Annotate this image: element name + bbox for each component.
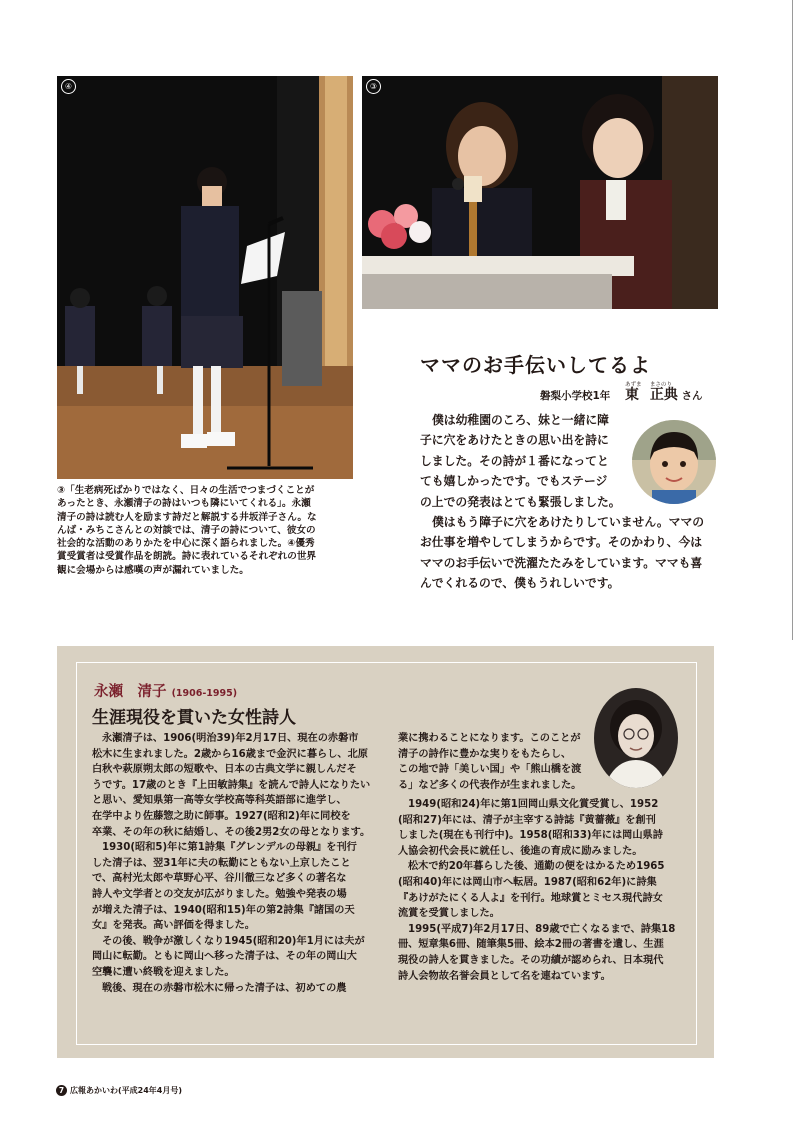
caption-line: あったとき、永瀬清子の詩はいつも隣にいてくれる」。永瀬 [57,498,311,510]
photo-talk-session [362,76,718,309]
bio-line: (昭和40)年には岡山市へ転居。1987(昭和62年)に詩集 [398,876,657,888]
poem-line: の上での発表はとても緊張しました。 [420,494,621,509]
bio-line: で、高村光太郎や草野心平、谷川徹三など多くの著名な [92,873,347,885]
bio-line: 松木で約20年暮らした後、通勤の便をはかるため1965 [408,861,665,873]
bio-line: が増えた清子は、1940(昭和15)年の第2詩集『諸国の天 [92,904,355,916]
bio-column-2-top [398,731,594,793]
bio-line: 冊、短章集6冊、随筆集5冊、絵本2冊の著書を遺し、生涯 [398,939,664,951]
caption-line: ③「生老病死ばかりではなく、日々の生活でつまづくことが [57,485,315,496]
bio-subtitle: 生涯現役を貫いた女性詩人 [92,708,296,728]
poem-title: ママのお手伝いしてるよ [420,353,651,377]
poem-line: しました。その詩が１番になってと [420,453,609,468]
bio-column-2 [398,797,695,984]
bio-line: 現役の詩人を貫きました。その功績が認められ、日本現代 [398,954,664,966]
bio-line: 詩人会物故名誉会員として名を連ねています。 [398,970,611,982]
bio-line: 女』を発表。高い評価を得ました。 [92,920,255,932]
bio-line: (昭和27)年には、清子が主宰する詩誌『黄薔薇』を創刊 [398,814,656,826]
poem-line: 僕は幼稚園のころ、妹と一緒に障 [432,413,609,427]
bio-line: しました(現在も刊行中)。1958(昭和33)年には岡山県詩 [398,830,663,842]
photo-number-4: ④ [61,79,76,94]
bio-line: うです。17歳のとき『上田敏詩集』を読んで詩人になりたい [92,779,371,791]
bio-line: 人協会初代会長に就任し、後進の育成に励みました。 [398,845,643,857]
caption-line: 清子の詩は読む人を励ます詩だと解説する井坂洋子さん。な [57,511,317,523]
poem-line: んでくれるので、僕もうれしいです。 [420,576,620,591]
poem-line: 僕はもう障子に穴をあけたりしていません。ママの [432,515,705,529]
bio-line: 戦後、現在の赤磐市松木に帰った清子は、初めての農 [102,982,347,994]
poem-line: 子に穴をあけたときの思い出を詩に [420,433,609,448]
bio-line: 1930(昭和5)年に第1詩集『グレンデルの母親』を刊行 [102,842,357,854]
bio-line: る」など多くの代表作が生まれました。 [398,779,582,791]
caption-line: 賞受賞者は受賞作品を朗読。詩に表れているそれぞれの世界 [57,551,317,563]
photo-student-reading [57,76,353,479]
bio-line: 業に携わることになります。このことが [398,733,581,744]
bio-line: 卒業、その年の秋に結婚し、その後2男2女の母となります。 [92,826,371,838]
bio-line: この地で詩「美しい国」や「熊山橋を渡 [398,764,582,776]
caption-line: 観に会場からは感嘆の声が漏れていました。 [57,564,249,576]
bio-line: 松木に生まれました。2歳から16歳まで金沢に暮らし、北原 [92,748,368,760]
poem-text-short [420,410,635,512]
boy-portrait-graphic [632,420,716,504]
talk-scene-graphic [362,76,718,309]
photo-number-3: ③ [366,79,381,94]
page-edge-rule [792,0,793,640]
poem-line: お仕事を増やしてしまうからです。そのかわり、今は [420,535,703,550]
bio-line: 流賞を受賞しました。 [398,908,500,920]
bio-line: と思い、愛知県第一高等女学校高等科英語部に進学し、 [92,795,347,807]
author-surname: あずま 東 [624,382,642,403]
bio-line: 詩人や文学者との交友が広がりました。勉強や発表の場 [92,888,347,900]
poet-portrait-graphic [594,688,678,788]
surname-ruby: あずま [624,382,642,388]
author-given-name: まさのり 正典 [649,382,678,403]
poem-line: ても嬉しかったです。でもステージ [420,474,608,489]
bio-column-1 [92,731,388,996]
bio-line: 在学中より佐藤惣之助に師事。1927(昭和2)年に同校を [92,810,351,822]
author-portrait-photo [632,420,716,504]
poem-line: ママのお手伝いで洗濯たたみをしています。ママも喜 [420,555,703,570]
poem-byline [540,384,703,404]
page-footer [56,1085,182,1096]
poet-portrait-photo [594,688,678,788]
photo-caption [57,484,354,577]
bio-line: 白秋や萩原朔太郎の短歌や、日本の古典文学に親しんだそ [92,764,357,776]
stage-scene-graphic [57,76,353,479]
poem-text-full [420,512,718,594]
bio-line: した清子は、翌31年に夫の転勤にともない上京したこと [92,857,351,869]
author-school: 磐梨小学校1年 [540,390,611,402]
bio-line: 永瀬清子は、1906(明治39)年2月17日、現在の赤磐市 [102,733,359,744]
poet-years: (1906-1995) [171,688,238,699]
bio-line: 1995(平成7)年2月17日、89歳で亡くなるまで、詩集18 [408,923,676,935]
bio-poet-name [94,680,237,701]
bio-line: 清子の詩作に豊かな実りをもたらし、 [398,748,572,760]
caption-line: 社会的な活動のありかたを中心に深く語られました。④優秀 [57,538,315,550]
page-number: 7 [56,1085,67,1096]
caption-line: んば・みちこさんとの対談では、清子の詩について、彼女の [57,524,316,536]
bio-line: 1949(昭和24)年に第1回岡山県文化賞受賞し、1952 [408,799,659,810]
author-honorific: さん [681,390,703,402]
given-name-ruby: まさのり [649,382,672,388]
bio-line: 岡山に転勤。ともに岡山へ移った清子は、その年の岡山大 [92,951,357,963]
bio-line: 空襲に遭い終戦を迎えました。 [92,966,235,978]
publication-name: 広報あかいわ(平成24年4月号) [70,1086,183,1095]
poet-name: 永瀬 清子 [94,684,167,700]
bio-line: その後、戦争が激しくなり1945(昭和20)年1月には夫が [102,935,365,947]
bio-line: 『あけがたにくる人よ』を刊行。地球賞とミセス現代詩女 [398,892,663,904]
